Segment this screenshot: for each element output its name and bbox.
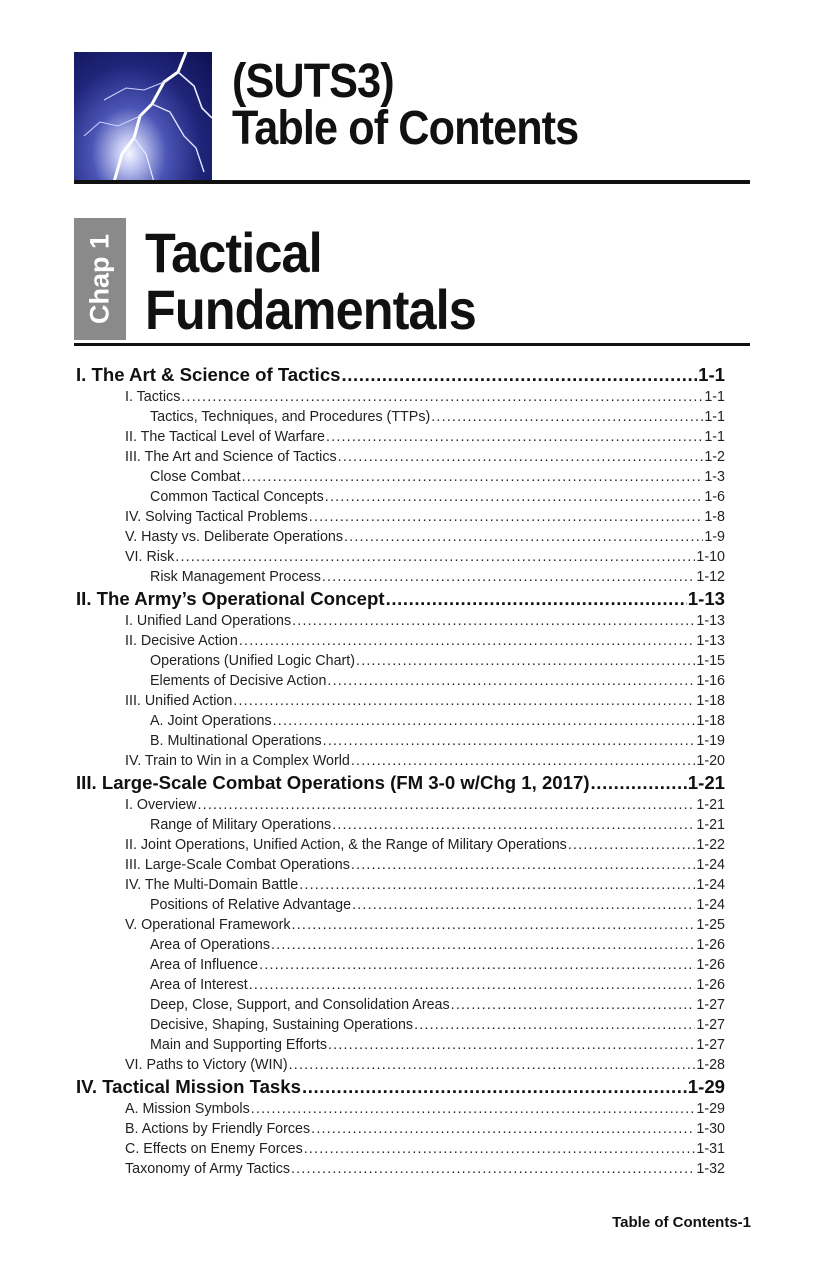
toc-entry-title: II. Joint Operations, Unified Action, & the Range of Military Operations <box>125 837 567 853</box>
toc-dot-leader <box>351 855 695 875</box>
toc-page-number: 1-27 <box>696 1037 725 1053</box>
toc-entry <box>76 1139 725 1159</box>
toc-entry-title: Operations (Unified Logic Chart) <box>150 653 356 669</box>
toc-page-number: 1-1 <box>704 389 725 405</box>
toc-dot-leader <box>325 487 704 507</box>
toc-entry-title: B. Actions by Friendly Forces <box>125 1121 311 1137</box>
toc-dot-leader <box>327 671 695 691</box>
toc-page-number: 1-6 <box>704 489 725 505</box>
toc-subentry <box>76 895 725 915</box>
toc-entry <box>76 1159 725 1179</box>
toc-subentry <box>76 407 725 427</box>
chapter-title <box>145 221 476 341</box>
toc-dot-leader <box>292 915 696 935</box>
toc-page-number: 1-27 <box>696 997 725 1013</box>
toc-dot-leader <box>591 771 687 795</box>
book-title-line-1: (SUTS3) <box>232 55 394 108</box>
toc-dot-leader <box>175 547 695 567</box>
toc-page-number: 1-24 <box>696 857 725 873</box>
toc-dot-leader <box>323 731 696 751</box>
toc-entry-title: VI. Risk <box>125 549 175 565</box>
toc-subentry <box>76 935 725 955</box>
toc-entry <box>76 691 725 711</box>
toc-entry <box>76 835 725 855</box>
toc-page-number: 1-10 <box>696 549 725 565</box>
toc-dot-leader <box>338 447 704 467</box>
toc-dot-leader <box>342 363 698 387</box>
toc-subentry <box>76 487 725 507</box>
toc-subentry <box>76 467 725 487</box>
toc-entry <box>76 611 725 631</box>
toc-entry-title: Positions of Relative Advantage <box>150 897 352 913</box>
toc-page-number: 1-27 <box>696 1017 725 1033</box>
toc-entry-title: IV. Solving Tactical Problems <box>125 509 308 525</box>
toc-dot-leader <box>414 1015 695 1035</box>
toc-page-number: 1-24 <box>696 877 725 893</box>
toc-subentry <box>76 815 725 835</box>
toc-entry <box>76 1055 725 1075</box>
toc-entry <box>76 915 725 935</box>
toc-page-number: 1-26 <box>696 937 725 953</box>
toc-entry-title: IV. Train to Win in a Complex World <box>125 753 350 769</box>
toc-dot-leader <box>344 527 703 547</box>
toc-subentry <box>76 651 725 671</box>
toc-entry-title: II. The Army’s Operational Concept <box>76 588 385 609</box>
toc-page-number: 1-30 <box>696 1121 725 1137</box>
toc-page-number: 1-21 <box>687 772 725 793</box>
toc-subentry <box>76 995 725 1015</box>
toc-page-number: 1-13 <box>696 613 725 629</box>
toc-page-number: 1-13 <box>687 588 725 609</box>
toc-page-number: 1-15 <box>696 653 725 669</box>
toc-page-number: 1-28 <box>696 1057 725 1073</box>
toc-page-number: 1-12 <box>696 569 725 585</box>
toc-entry <box>76 631 725 651</box>
toc-dot-leader <box>326 427 703 447</box>
toc-dot-leader <box>251 1099 696 1119</box>
toc-page-number: 1-21 <box>696 797 725 813</box>
toc-entry-title: Elements of Decisive Action <box>150 673 327 689</box>
toc-entry-title: IV. The Multi-Domain Battle <box>125 877 299 893</box>
toc-entry-title: I. The Art & Science of Tactics <box>76 364 341 385</box>
toc-section-entry <box>76 363 725 387</box>
toc-entry <box>76 547 725 567</box>
toc-subentry <box>76 671 725 691</box>
toc-subentry <box>76 1015 725 1035</box>
toc-dot-leader <box>568 835 696 855</box>
toc-entry-title: I. Unified Land Operations <box>125 613 292 629</box>
toc-dot-leader <box>242 467 704 487</box>
toc-entry <box>76 875 725 895</box>
table-of-contents <box>76 363 725 1179</box>
toc-dot-leader <box>289 1055 696 1075</box>
toc-entry-title: II. The Tactical Level of Warfare <box>125 429 325 445</box>
toc-entry-title: Area of Influence <box>150 957 259 973</box>
toc-page-number: 1-26 <box>696 977 725 993</box>
toc-entry <box>76 795 725 815</box>
chapter-tab <box>74 218 126 340</box>
toc-entry-title: Area of Interest <box>150 977 248 993</box>
toc-page-number: 1-3 <box>704 469 725 485</box>
toc-entry-title: I. Tactics <box>125 389 181 405</box>
toc-dot-leader <box>259 955 695 975</box>
toc-dot-leader <box>332 815 695 835</box>
toc-entry-title: A. Mission Symbols <box>125 1101 250 1117</box>
toc-page-number: 1-31 <box>696 1141 725 1157</box>
toc-subentry <box>76 975 725 995</box>
toc-dot-leader <box>328 1035 695 1055</box>
toc-dot-leader <box>302 1075 687 1099</box>
toc-page-number: 1-1 <box>698 364 725 385</box>
toc-entry <box>76 1119 725 1139</box>
toc-entry-title: Decisive, Shaping, Sustaining Operations <box>150 1017 414 1033</box>
toc-page-number: 1-16 <box>696 673 725 689</box>
toc-entry-title: Area of Operations <box>150 937 271 953</box>
toc-entry-title: V. Hasty vs. Deliberate Operations <box>125 529 343 545</box>
toc-entry-title: II. Decisive Action <box>125 633 238 649</box>
toc-entry-title: III. The Art and Science of Tactics <box>125 449 337 465</box>
toc-entry-title: I. Overview <box>125 797 197 813</box>
toc-entry-title: Taxonomy of Army Tactics <box>125 1161 290 1177</box>
toc-entry-title: Deep, Close, Support, and Consolidation Areas <box>150 997 450 1013</box>
toc-entry-title: Close Combat <box>150 469 241 485</box>
toc-dot-leader <box>291 1159 695 1179</box>
toc-entry-title: III. Large-Scale Combat Operations (FM 3-0 w/Chg 1, 2017) <box>76 772 590 793</box>
toc-page-number: 1-25 <box>696 917 725 933</box>
toc-page-number: 1-18 <box>696 693 725 709</box>
toc-subentry <box>76 955 725 975</box>
book-title-line-2: Table of Contents <box>232 102 579 155</box>
toc-subentry <box>76 731 725 751</box>
toc-dot-leader <box>292 611 695 631</box>
toc-dot-leader <box>233 691 695 711</box>
toc-dot-leader <box>431 407 703 427</box>
page-footer: Table of Contents-1 <box>612 1214 751 1231</box>
toc-dot-leader <box>271 935 695 955</box>
chapter-title-line-2: Fundamentals <box>145 278 476 341</box>
lightning-bolt-graphic <box>74 52 212 182</box>
toc-entry-title: Range of Military Operations <box>150 817 332 833</box>
toc-entry-title: Risk Management Process <box>150 569 321 585</box>
toc-entry-title: III. Unified Action <box>125 693 233 709</box>
toc-entry <box>76 1099 725 1119</box>
toc-page-number: 1-20 <box>696 753 725 769</box>
toc-page-number: 1-29 <box>696 1101 725 1117</box>
toc-page-number: 1-21 <box>696 817 725 833</box>
toc-page-number: 1-1 <box>704 409 725 425</box>
toc-page-number: 1-18 <box>696 713 725 729</box>
toc-subentry <box>76 1035 725 1055</box>
toc-entry-title: V. Operational Framework <box>125 917 291 933</box>
toc-dot-leader <box>198 795 696 815</box>
toc-dot-leader <box>322 567 696 587</box>
toc-entry <box>76 751 725 771</box>
toc-page-number: 1-24 <box>696 897 725 913</box>
toc-subentry <box>76 711 725 731</box>
toc-page-number: 1-9 <box>704 529 725 545</box>
toc-entry-title: B. Multinational Operations <box>150 733 322 749</box>
toc-dot-leader <box>249 975 696 995</box>
toc-entry <box>76 855 725 875</box>
toc-entry <box>76 387 725 407</box>
toc-entry-title: Tactics, Techniques, and Procedures (TTPs) <box>150 409 431 425</box>
toc-section-entry <box>76 1075 725 1099</box>
toc-dot-leader <box>239 631 696 651</box>
toc-dot-leader <box>356 651 695 671</box>
toc-page-number: 1-13 <box>696 633 725 649</box>
toc-entry-title: Common Tactical Concepts <box>150 489 324 505</box>
toc-dot-leader <box>352 895 695 915</box>
toc-entry-title: III. Large-Scale Combat Operations <box>125 857 350 873</box>
lightning-bolt-icon <box>74 52 212 182</box>
toc-entry-title: VI. Paths to Victory (WIN) <box>125 1057 288 1073</box>
toc-dot-leader <box>451 995 696 1015</box>
toc-entry-title: C. Effects on Enemy Forces <box>125 1141 303 1157</box>
toc-page-number: 1-2 <box>704 449 725 465</box>
toc-page-number: 1-29 <box>687 1076 725 1097</box>
toc-page-number: 1-32 <box>696 1161 725 1177</box>
toc-dot-leader <box>311 1119 695 1139</box>
toc-dot-leader <box>181 387 703 407</box>
toc-dot-leader <box>299 875 695 895</box>
toc-page-number: 1-8 <box>704 509 725 525</box>
header-divider <box>74 180 750 184</box>
toc-entry-title: Main and Supporting Efforts <box>150 1037 327 1053</box>
toc-page-number: 1-22 <box>696 837 725 853</box>
toc-entry-title: A. Joint Operations <box>150 713 272 729</box>
toc-entry <box>76 507 725 527</box>
toc-section-entry <box>76 587 725 611</box>
toc-entry <box>76 527 725 547</box>
toc-dot-leader <box>309 507 704 527</box>
chapter-divider <box>74 343 750 346</box>
toc-section-entry <box>76 771 725 795</box>
toc-entry <box>76 427 725 447</box>
toc-dot-leader <box>273 711 696 731</box>
toc-entry <box>76 447 725 467</box>
toc-dot-leader <box>386 587 687 611</box>
toc-entry-title: IV. Tactical Mission Tasks <box>76 1076 301 1097</box>
chapter-title-line-1: Tactical <box>145 221 322 284</box>
toc-dot-leader <box>351 751 696 771</box>
book-title <box>232 55 579 155</box>
toc-subentry <box>76 567 725 587</box>
toc-dot-leader <box>304 1139 696 1159</box>
toc-page-number: 1-19 <box>696 733 725 749</box>
chapter-tab-label: Chap 1 <box>84 233 115 325</box>
toc-page-number: 1-26 <box>696 957 725 973</box>
toc-page-number: 1-1 <box>704 429 725 445</box>
